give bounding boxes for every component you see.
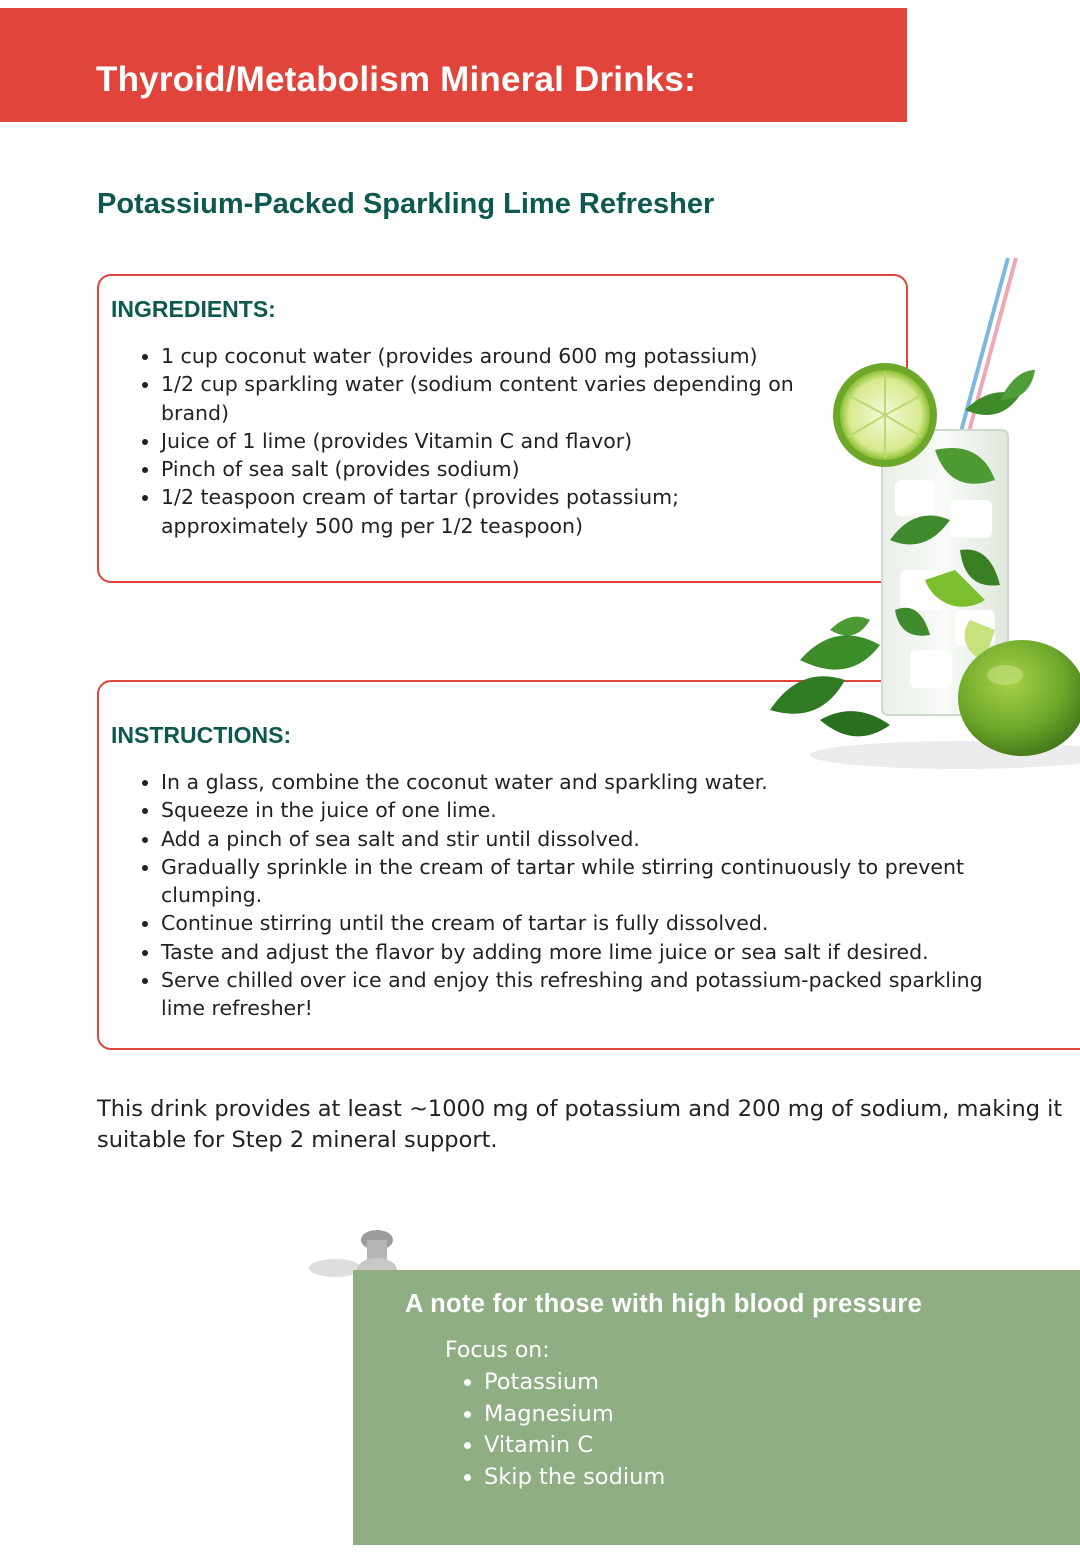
list-item: • Potassium [484,1367,665,1399]
instructions-list [137,768,1031,1023]
list-item: • Pinch of sea salt (provides sodium) [161,455,821,483]
note-title: A note for those with high blood pressure [405,1290,923,1318]
note-list [460,1367,665,1493]
blood-pressure-note [353,1270,1080,1545]
list-item: • Add a pinch of sea salt and stir until dissolved. [161,825,1031,853]
list-item: • 1/2 cup sparkling water (sodium content varies depending on brand) [161,370,821,427]
recipe-title: Potassium-Packed Sparkling Lime Refresher [97,188,715,220]
list-item: • Juice of 1 lime (provides Vitamin C and flavor) [161,427,821,455]
lime-drink-illustration [760,250,1080,770]
list-item: • In a glass, combine the coconut water and sparkling water. [161,768,1031,796]
list-item: • Continue stirring until the cream of tartar is fully dissolved. [161,909,1031,937]
page-title: Thyroid/Metabolism Mineral Drinks: [96,60,696,99]
ingredients-list [137,342,821,540]
header-banner [0,8,907,122]
list-item: • Skip the sodium [484,1462,665,1494]
list-item: • 1/2 teaspoon cream of tartar (provides potassium; approximately 500 mg per 1/2 teaspoon) [161,483,821,540]
instructions-heading: INSTRUCTIONS: [111,722,292,748]
list-item: • Vitamin C [484,1430,665,1462]
list-item: • Taste and adjust the flavor by adding more lime juice or sea salt if desired. [161,938,1031,966]
ingredients-heading: INGREDIENTS: [111,296,276,322]
note-focus-label: Focus on: [445,1338,550,1363]
list-item: • 1 cup coconut water (provides around 600 mg potassium) [161,342,821,370]
summary-paragraph: This drink provides at least ~1000 mg of potassium and 200 mg of sodium, making it suitable for Step 2 mineral support. [97,1096,1063,1153]
list-item: • Squeeze in the juice of one lime. [161,796,1031,824]
list-item: • Gradually sprinkle in the cream of tartar while stirring continuously to prevent clumping. [161,853,1031,910]
list-item: • Magnesium [484,1399,665,1431]
list-item: • Serve chilled over ice and enjoy this refreshing and potassium-packed sparkling lime refresher! [161,966,1031,1023]
